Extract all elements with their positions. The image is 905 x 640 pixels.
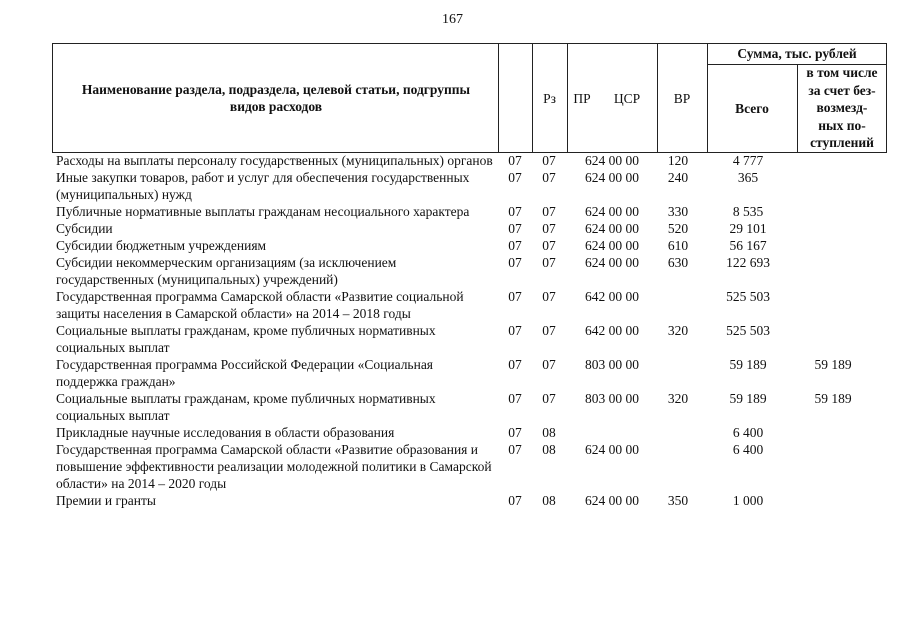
row-vr: 630 <box>667 255 689 270</box>
table-header <box>52 43 887 153</box>
row-grants: 59 189 <box>814 391 852 406</box>
header-grants-line: в том числе <box>806 65 878 80</box>
row-rz: 07 <box>508 391 522 406</box>
row-csr: 803 00 00 <box>585 391 639 406</box>
row-name: Субсидии бюджетным учреждениям <box>56 238 267 253</box>
header-pr: ПР <box>573 90 591 106</box>
row-csr: 624 00 00 <box>585 221 639 236</box>
row-csr: 642 00 00 <box>585 289 639 304</box>
header-divider-name <box>498 43 499 153</box>
row-vr: 350 <box>667 493 689 508</box>
row-name: Публичные нормативные выплаты гражданам несоциального характера <box>56 204 470 219</box>
row-name: Государственная программа Российской Федерации «Социальная поддержка граждан» <box>56 357 434 389</box>
row-name: Иные закупки товаров, работ и услуг для обеспечения государственных (муниципальных) нужд <box>56 170 470 202</box>
row-name: Государственная программа Самарской области «Развитие образования и повышение эффективности реализации молодежной политики в Самарской области» на 2014 – 2020 годы <box>56 442 492 491</box>
header-grants <box>798 64 886 152</box>
row-pr: 08 <box>542 442 556 457</box>
row-pr: 07 <box>542 238 556 253</box>
row-total: 122 693 <box>726 255 770 270</box>
row-csr: 624 00 00 <box>585 204 639 219</box>
row-name: Субсидии некоммерческим организациям (за исключением государственных (муниципальных) учреждений) <box>56 255 397 287</box>
row-vr: 320 <box>667 323 689 338</box>
row-pr: 07 <box>542 204 556 219</box>
row-name: Премии и гранты <box>56 493 156 508</box>
row-pr: 08 <box>542 425 556 440</box>
header-grants-line: возмезд- <box>816 100 868 116</box>
row-total: 8 535 <box>732 204 764 219</box>
row-pr: 07 <box>542 221 556 236</box>
table-row <box>0 152 905 169</box>
table-row <box>0 322 905 356</box>
row-total: 525 503 <box>726 323 770 338</box>
row-vr: 120 <box>667 153 689 168</box>
row-rz: 07 <box>508 493 522 508</box>
table-body <box>0 152 905 509</box>
table-row <box>0 424 905 441</box>
table-row <box>0 390 905 424</box>
row-rz: 07 <box>508 221 522 236</box>
row-name: Государственная программа Самарской области «Развитие социальной защиты населения в Самарской области» на 2014 – 2018 годы <box>56 289 464 321</box>
row-name: Субсидии <box>56 221 113 236</box>
row-rz: 07 <box>508 255 522 270</box>
row-name: Прикладные научные исследования в области образования <box>56 425 395 440</box>
row-rz: 07 <box>508 170 522 185</box>
table-row <box>0 169 905 203</box>
row-pr: 07 <box>542 153 556 168</box>
row-total: 525 503 <box>726 289 770 304</box>
row-csr: 624 00 00 <box>585 493 639 508</box>
row-csr: 624 00 00 <box>585 170 639 185</box>
row-rz: 07 <box>508 357 522 372</box>
table-row <box>0 203 905 220</box>
row-total: 29 101 <box>729 221 767 236</box>
row-total: 59 189 <box>729 357 767 372</box>
row-name: Социальные выплаты гражданам, кроме публичных нормативных социальных выплат <box>56 323 436 355</box>
row-rz: 07 <box>508 425 522 440</box>
row-pr: 07 <box>542 289 556 304</box>
page-number: 167 <box>442 12 463 27</box>
row-total: 1 000 <box>732 493 764 508</box>
row-grants: 59 189 <box>814 357 852 372</box>
row-csr: 624 00 00 <box>585 255 639 270</box>
header-grants-line: ных по- <box>818 117 866 133</box>
table-row <box>0 492 905 509</box>
row-pr: 08 <box>542 493 556 508</box>
row-total: 6 400 <box>732 442 764 457</box>
row-vr: 320 <box>667 391 689 406</box>
row-pr: 07 <box>542 255 556 270</box>
table-row <box>0 288 905 322</box>
row-vr: 330 <box>667 204 689 219</box>
row-csr: 624 00 00 <box>585 442 639 457</box>
row-name: Расходы на выплаты персоналу государственных (муниципальных) органов <box>56 153 493 168</box>
row-csr: 624 00 00 <box>585 238 639 253</box>
row-total: 59 189 <box>729 391 767 406</box>
row-name: Социальные выплаты гражданам, кроме публичных нормативных социальных выплат <box>56 391 436 423</box>
row-vr: 240 <box>667 170 689 185</box>
table-row <box>0 356 905 390</box>
header-grants-line: ступлений <box>810 135 874 151</box>
header-amount-group: Сумма, тыс. рублей <box>737 46 857 61</box>
row-pr: 07 <box>542 323 556 338</box>
row-rz: 07 <box>508 289 522 304</box>
header-vr: ВР <box>673 90 691 106</box>
row-csr: 642 00 00 <box>585 323 639 338</box>
row-rz: 07 <box>508 204 522 219</box>
table-row <box>0 220 905 237</box>
row-total: 6 400 <box>732 425 764 440</box>
row-rz: 07 <box>508 238 522 253</box>
row-csr: 803 00 00 <box>585 357 639 372</box>
row-total: 4 777 <box>732 153 764 168</box>
header-grants-line: за счет без- <box>808 82 876 98</box>
row-total: 56 167 <box>729 238 767 253</box>
row-total: 365 <box>737 170 759 185</box>
table-row <box>0 254 905 288</box>
row-pr: 07 <box>542 391 556 406</box>
header-total: Всего <box>735 101 769 116</box>
row-vr: 520 <box>667 221 689 236</box>
header-left-border <box>52 43 53 153</box>
row-csr: 624 00 00 <box>585 153 639 168</box>
header-name-column: Наименование раздела, подраздела, целевой статьи, подгруппы видов расходов <box>81 82 471 114</box>
row-pr: 07 <box>542 357 556 372</box>
header-rz: Рз <box>543 90 556 106</box>
row-pr: 07 <box>542 170 556 185</box>
table-row <box>0 237 905 254</box>
row-rz: 07 <box>508 442 522 457</box>
row-rz: 07 <box>508 153 522 168</box>
table-row <box>0 441 905 492</box>
header-csr: ЦСР <box>613 90 641 106</box>
row-rz: 07 <box>508 323 522 338</box>
row-vr: 610 <box>667 238 689 253</box>
